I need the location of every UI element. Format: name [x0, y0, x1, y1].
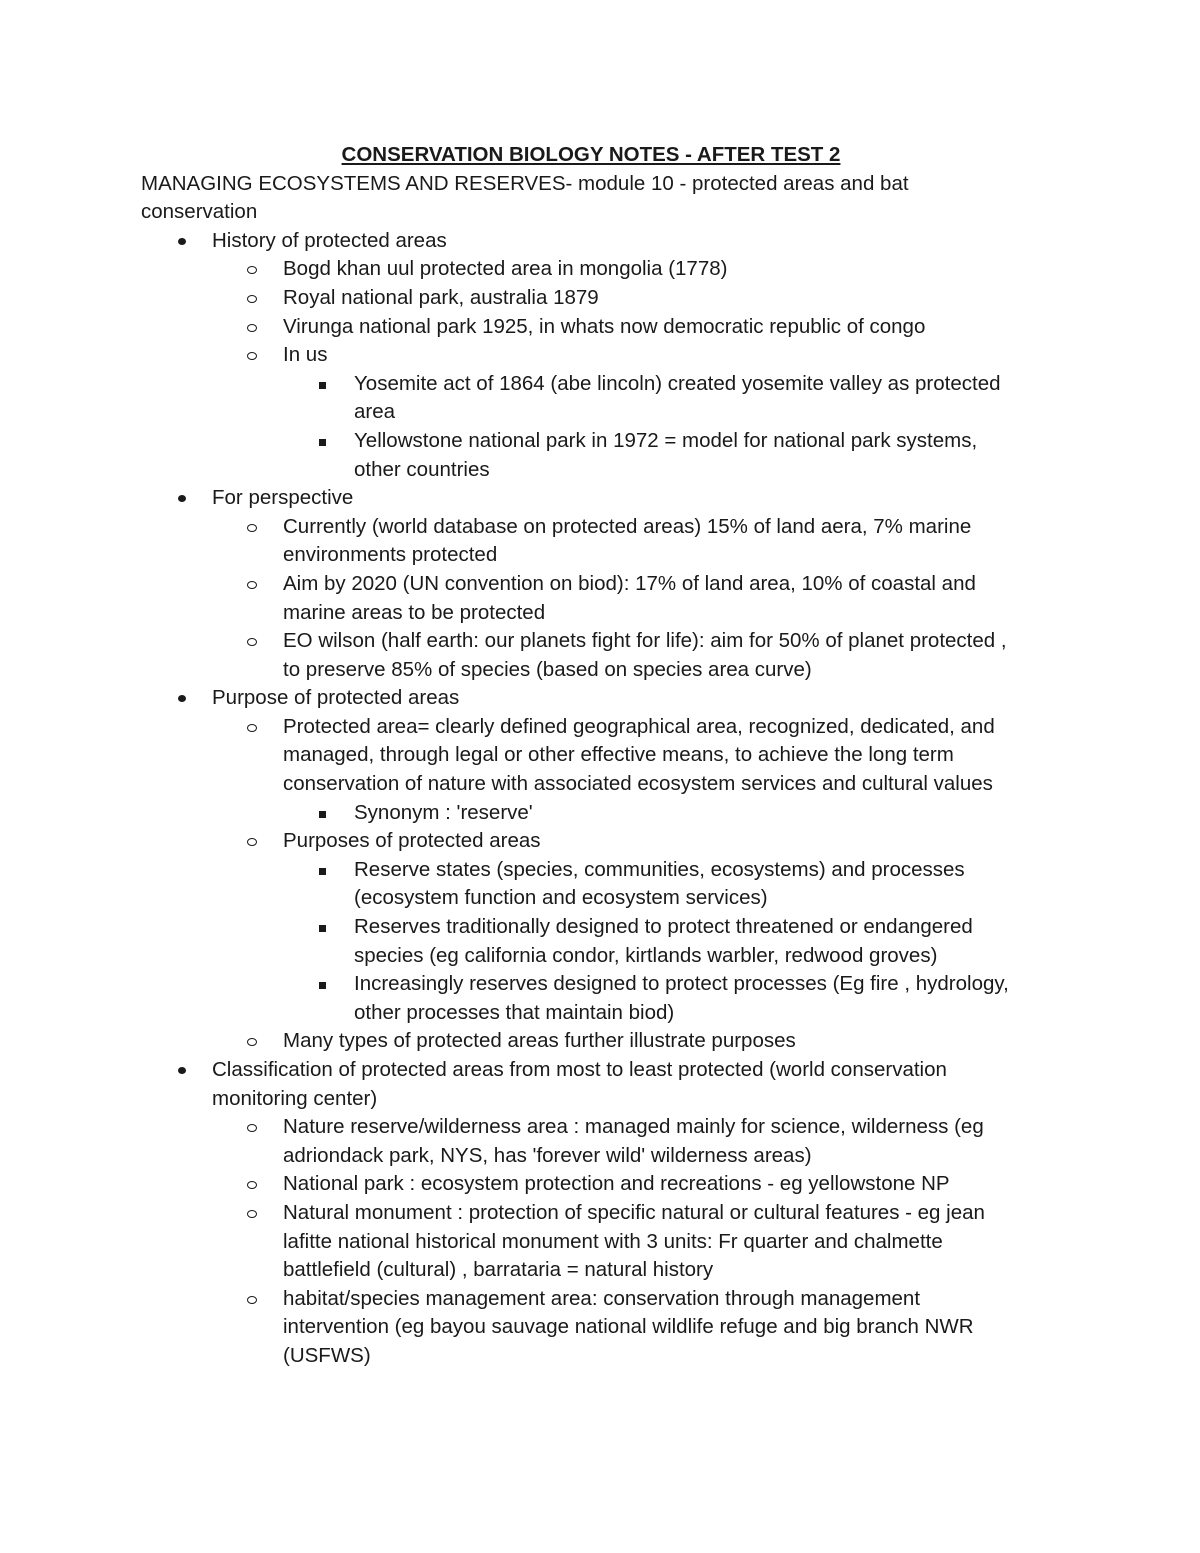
- list-item-text: Yellowstone national park in 1972 = model for national park systems, other countries: [354, 428, 978, 481]
- list-item-text: Bogd khan uul protected area in mongolia (1778): [283, 257, 728, 281]
- list-item: [141, 227, 1021, 484]
- list-item: [141, 684, 1021, 1056]
- sub-sub-list: [283, 856, 1021, 1028]
- sub-list: [212, 255, 1021, 484]
- list-item: [212, 827, 1021, 1027]
- sub-list: [212, 1113, 1021, 1370]
- bullet-circle-icon: [245, 1199, 275, 1228]
- bullet-square-icon: [316, 856, 346, 885]
- list-item: [212, 570, 1021, 627]
- list-item-text: Protected area= clearly defined geographical area, recognized, dedicated, and managed, through legal or other effective means, to achieve the long term conservation of nature with associated ecosystem services and cultural values: [283, 714, 995, 796]
- bullet-circle-icon: [245, 1170, 275, 1199]
- bullet-circle-icon: [245, 713, 275, 742]
- list-item-text: Reserves traditionally designed to protect threatened or endangered species (eg california condor, kirtlands warbler, redwood groves): [354, 915, 973, 967]
- list-item: [141, 1056, 1021, 1371]
- list-item: [212, 1170, 1021, 1199]
- list-item: [283, 427, 1021, 484]
- list-item-text: Reserve states (species, communities, ecosystems) and processes (ecosystem function and ecosystem services): [354, 857, 965, 910]
- list-item: [283, 799, 1021, 828]
- list-item: [283, 370, 1021, 427]
- sub-sub-list: [283, 370, 1021, 484]
- sub-list: [212, 513, 1021, 685]
- list-item: [212, 1113, 1021, 1170]
- module-heading: MANAGING ECOSYSTEMS AND RESERVES- module 10 - protected areas and bat conservation: [141, 171, 909, 224]
- list-item-text: History of protected areas: [212, 228, 447, 252]
- list-item-text: Royal national park, australia 1879: [283, 285, 599, 309]
- document-body: [141, 141, 1041, 1371]
- bullet-square-icon: [316, 370, 346, 399]
- bullet-circle-icon: [245, 255, 275, 284]
- bullet-square-icon: [316, 799, 346, 828]
- list-item: [212, 341, 1021, 484]
- list-item-text: Purposes of protected areas: [283, 829, 541, 853]
- list-item-text: EO wilson (half earth: our planets fight for life): aim for 50% of planet protected , to preserve 85% of species (based on species area curve): [283, 629, 1007, 681]
- bullet-circle-icon: [245, 284, 275, 313]
- list-item: [212, 627, 1021, 684]
- list-item: [212, 713, 1021, 827]
- bullet-square-icon: [316, 970, 346, 999]
- list-item-text: Currently (world database on protected areas) 15% of land aera, 7% marine environments protected: [283, 514, 972, 567]
- list-item-text: Nature reserve/wilderness area : managed mainly for science, wilderness (eg adriondack park, NYS, has 'forever wild' wilderness areas): [283, 1115, 984, 1167]
- list-item-text: Increasingly reserves designed to protect processes (Eg fire , hydrology, other processes that maintain biod): [354, 972, 1009, 1024]
- list-item-text: Virunga national park 1925, in whats now democratic republic of congo: [283, 314, 926, 338]
- list-item: [212, 1285, 1021, 1371]
- list-item-text: habitat/species management area: conservation through management intervention (eg bayou sauvage national wildlife refuge and big branch NWR (USFWS): [283, 1286, 974, 1367]
- list-item: [141, 484, 1021, 684]
- list-item-text: For perspective: [212, 486, 354, 510]
- list-item-text: Purpose of protected areas: [212, 686, 460, 710]
- bullet-circle-icon: [245, 513, 275, 542]
- bullet-disc-icon: [174, 684, 204, 713]
- page-title: CONSERVATION BIOLOGY NOTES - AFTER TEST 2: [341, 143, 841, 166]
- list-item: [283, 970, 1021, 1027]
- list-item: [212, 284, 1021, 313]
- list-item: [212, 513, 1021, 570]
- list-item: [212, 255, 1021, 284]
- list-item: [212, 1199, 1021, 1285]
- notes-list: [141, 227, 1021, 1371]
- bullet-circle-icon: [245, 827, 275, 856]
- bullet-circle-icon: [245, 627, 275, 656]
- list-item-text: Many types of protected areas further illustrate purposes: [283, 1029, 796, 1053]
- sub-list: [212, 713, 1021, 1056]
- list-item-text: Yosemite act of 1864 (abe lincoln) created yosemite valley as protected area: [354, 371, 1001, 424]
- bullet-circle-icon: [245, 1113, 275, 1142]
- bullet-disc-icon: [174, 227, 204, 256]
- bullet-disc-icon: [174, 484, 204, 513]
- bullet-circle-icon: [245, 570, 275, 599]
- sub-sub-list: [283, 799, 1021, 828]
- bullet-disc-icon: [174, 1056, 204, 1085]
- list-item-text: Natural monument : protection of specific natural or cultural features - eg jean lafitte national historical monument with 3 units: Fr quarter and chalmette battlefield (cultural) , barrataria = natural history: [283, 1200, 985, 1282]
- list-item-text: Aim by 2020 (UN convention on biod): 17% of land area, 10% of coastal and marine areas to be protected: [283, 571, 976, 624]
- list-item: [283, 856, 1021, 913]
- bullet-square-icon: [316, 913, 346, 942]
- bullet-circle-icon: [245, 313, 275, 342]
- list-item-text: In us: [283, 343, 328, 367]
- list-item-text: Classification of protected areas from most to least protected (world conservation monitoring center): [212, 1058, 947, 1110]
- list-item-text: National park : ecosystem protection and recreations - eg yellowstone NP: [283, 1172, 950, 1196]
- bullet-circle-icon: [245, 1285, 275, 1314]
- list-item: [212, 313, 1021, 342]
- list-item: [212, 1027, 1021, 1056]
- bullet-circle-icon: [245, 341, 275, 370]
- list-item-text: Synonym : 'reserve': [354, 800, 533, 824]
- list-item: [283, 913, 1021, 970]
- bullet-square-icon: [316, 427, 346, 456]
- bullet-circle-icon: [245, 1027, 275, 1056]
